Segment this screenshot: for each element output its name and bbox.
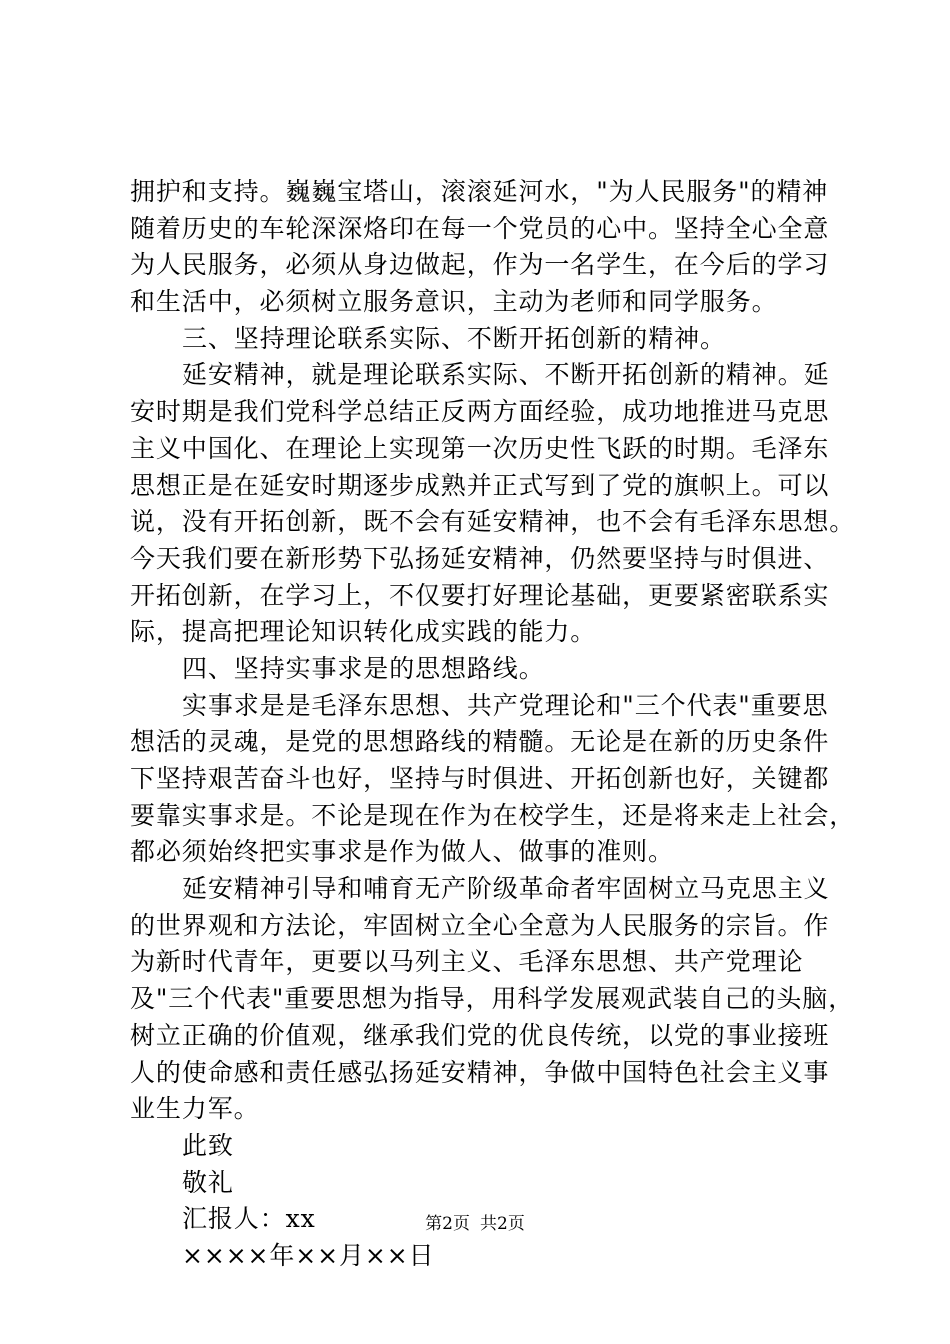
text-line: 四、坚持实事求是的思想路线。 xyxy=(182,653,545,683)
text-line: 要靠实事求是。不论是现在作为在校学生，还是将来走上社会， xyxy=(130,800,856,830)
text-line: 今天我们要在新形势下弘扬延安精神，仍然要坚持与时俱进、 xyxy=(130,543,830,573)
text-line: 主义中国化、在理论上实现第一次历史性飞跃的时期。毛泽东 xyxy=(130,433,830,463)
text-line: 的世界观和方法论，牢固树立全心全意为人民服务的宗旨。作 xyxy=(130,910,830,940)
page-footer xyxy=(0,1212,950,1236)
text-line: 想活的灵魂，是党的思想路线的精髓。无论是在新的历史条件 xyxy=(130,727,830,757)
text-line: 为新时代青年，更要以马列主义、毛泽东思想、共产党理论 xyxy=(130,947,804,977)
text-line: 安时期是我们党科学总结正反两方面经验，成功地推进马克思 xyxy=(130,397,830,427)
text-line: 实事求是是毛泽东思想、共产党理论和"三个代表"重要思 xyxy=(182,690,829,720)
text-line: 汇报人：xx xyxy=(182,1204,316,1234)
text-line: 思想正是在延安时期逐步成熟并正式写到了党的旗帜上。可以 xyxy=(130,470,830,500)
text-line: 说，没有开拓创新，既不会有延安精神，也不会有毛泽东思想。 xyxy=(130,507,856,537)
text-line: 开拓创新，在学习上，不仅要打好理论基础，更要紧密联系实 xyxy=(130,580,830,610)
text-line: 和生活中，必须树立服务意识，主动为老师和同学服务。 xyxy=(130,287,778,317)
text-line: 拥护和支持。巍巍宝塔山，滚滚延河水，"为人民服务"的精神 xyxy=(130,177,829,206)
text-line: 敬礼 xyxy=(182,1167,234,1197)
text-line: 延安精神引导和哺育无产阶级革命者牢固树立马克思主义 xyxy=(182,874,830,904)
page-number-current: 第2页 xyxy=(425,1214,470,1234)
text-line: 业生力军。 xyxy=(130,1094,260,1124)
text-line: ××××年××月××日 xyxy=(182,1240,435,1270)
text-line: 人的使命感和责任感弘扬延安精神，争做中国特色社会主义事 xyxy=(130,1057,830,1087)
text-line: 际，提高把理论知识转化成实践的能力。 xyxy=(130,617,597,647)
text-line: 及"三个代表"重要思想为指导，用科学发展观武装自己的头脑， xyxy=(130,984,855,1014)
text-line: 树立正确的价值观，继承我们党的优良传统，以党的事业接班 xyxy=(130,1020,830,1050)
text-line: 三、坚持理论联系实际、不断开拓创新的精神。 xyxy=(182,323,726,353)
text-line: 随着历史的车轮深深烙印在每一个党员的心中。坚持全心全意 xyxy=(130,213,830,243)
text-line: 下坚持艰苦奋斗也好，坚持与时俱进、开拓创新也好，关键都 xyxy=(130,764,830,793)
page-number-total: 共2页 xyxy=(480,1214,525,1234)
text-line: 都必须始终把实事求是作为做人、做事的准则。 xyxy=(130,837,674,867)
document-body xyxy=(130,174,856,1275)
text-line: 为人民服务，必须从身边做起，作为一名学生，在今后的学习 xyxy=(130,250,830,280)
text-line: 此致 xyxy=(182,1130,234,1160)
text-line: 延安精神，就是理论联系实际、不断开拓创新的精神。延 xyxy=(182,360,830,390)
